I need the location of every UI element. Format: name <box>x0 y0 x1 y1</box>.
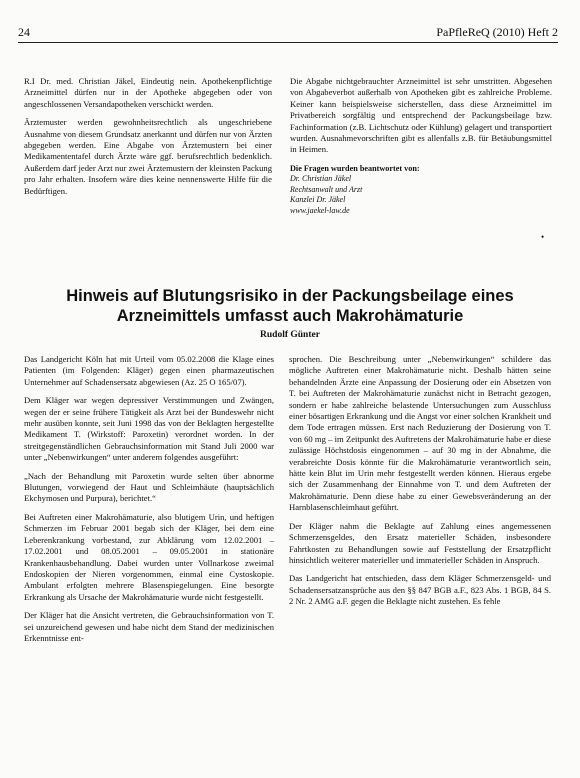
signature-profession: Rechtsanwalt und Arzt <box>290 184 363 194</box>
article-author: Rudolf Günter <box>260 330 320 340</box>
page-header <box>18 22 558 43</box>
paragraph: Das Landgericht Köln hat mit Urteil vom 05.02.2008 die Klage eines Patienten (im Folgenden: Kläger) gegen einen pharmazeutischen Unternehmer auf Schadensersatz abgewiesen (Az. 25 O 165/07). <box>24 354 274 387</box>
journal-name: PaPfleReQ (2010) Heft 2 <box>436 25 558 39</box>
signature-firm: Kanzlei Dr. Jäkel <box>290 195 346 205</box>
article-title: Hinweis auf Blutungsrisiko in der Packungsbeilage eines Arzneimittels umfasst auch Makrohämaturie <box>66 287 514 325</box>
signature-name: Dr. Christian Jäkel <box>290 174 352 184</box>
paragraph: Dem Kläger war wegen depressiver Verstimmungen und Zwängen, wegen der er seine frühere Tätigkeit als Arzt bei der Bundeswehr nicht mehr ausüben konnte, seit Juni 1998 das von der Beklagten hergestellte Medikament T. (Wirkstoff: Paroxetin) verordnet worden. In der streitgegenständlichen Gebrauchsinformation mit Stand Juli 2000 war unter „Nebenwirkungen“ unter anderem folgendes ausgeführt: <box>24 395 274 463</box>
end-bullet: • <box>541 232 545 242</box>
paragraph: Die Abgabe nichtgebrauchter Arzneimittel ist sehr umstritten. Abgesehen von Abgabeverbot außerhalb von Apotheken gibt es zahlreiche Probleme. Keiner kann beispielsweise sicherstellen, dass diese Arzneimittel im Privatbereich sorgfältig und entsprechend der Packungsbeilage bzw. Fachinformation (z.B. Lichtschutz oder Kühlung) gelagert und transportiert wurden. Ausnahmevorschriften gibt es allenfalls z.B. für Betäubungsmittel in Heimen. <box>290 76 552 155</box>
paragraph: Der Kläger nahm die Beklagte auf Zahlung eines angemessenen Schmerzensgeldes, den Ersatz materieller Schäden, insbesondere Fahrtkosten zu Behandlungen sowie auf Feststellung der Ersatzpflicht hinsichtlich weiterer materieller und immaterieller Schäden in Anspruch. <box>289 520 551 565</box>
paragraph: Ärztemuster werden gewohnheitsrechtlich als ungeschriebene Ausnahme von diesem Grundsatz anerkannt und dürfen nur von Ärzten abgegeben werden. Eine Abgabe von Ärztemustern bei einer Medikamententafel durch Ärzte wäre ggf. berufsrechtlich bedenklich. Außerdem darf jeder Arzt nur zwei Ärztemustern der kleinsten Packung pro Jahr erhalten. Insofern wäre dies keine nennenswerte Hilfe für die Bedürftigen. <box>24 117 272 196</box>
signature-website: www.jaekel-law.de <box>290 205 350 215</box>
paragraph: Das Landgericht hat entschieden, dass dem Kläger Schmerzensgeld- und Schadensersatzansprüche aus den §§ 847 BGB a.F., 823 Abs. 1 BGB, 84 S. 2 Nr. 2 AMG a.F. gegen die Beklagte nicht zustehen. Es fehle <box>289 573 551 607</box>
paragraph: Bei Auftreten einer Makrohämaturie, also blutigem Urin, und heftigen Schmerzen im Februar 2001 begab sich der Kläger, bei dem eine Leberenkrankung vorbestand, zur Abklärung vom 12.02.2001 – 17.02.2001 und 08.05.2001 – 09.05.2001 in stationäre Krankenhausbehandlung. Dabei wurden unter Vollnarkose zweimal Endoskopien der Nieren vorgenommen, einmal eine Cystoskopie. Ambulant erfolgten mehrere Blasenspiegelungen. Eine besorgte Erkrankung als Ursache der Makrohämaturie wurde nicht festgestellt. <box>24 511 274 602</box>
top-right-column <box>290 76 552 216</box>
answer-title: Die Fragen wurden beantwortet von: <box>290 163 420 173</box>
quote-paragraph: „Nach der Behandlung mit Paroxetin wurde selten über abnorme Blutungen, vorwiegend der Haut und Schleimhäute (hauptsächlich Ekchymosen und Purpura), berichtet.“ <box>24 470 274 504</box>
page-number: 24 <box>18 25 30 39</box>
paragraph: R.I Dr. med. Christian Jäkel, Eindeutig nein. Apothekenpflichtige Arzneimittel dürfen nur in der Apotheke abgegeben oder von angeschlossenen Versandapotheken verschickt werden. <box>24 76 272 109</box>
bottom-left-column <box>24 354 274 651</box>
paragraph: Der Kläger hat die Ansicht vertreten, die Gebrauchsinformation von T. sei unzureichend gewesen und habe nicht dem Stand der medizinischen Erkenntnisse ent- <box>24 610 274 643</box>
top-left-column <box>24 76 272 204</box>
paragraph: sprochen. Die Beschreibung unter „Nebenwirkungen“ schildere das mögliche Auftreten einer Makrohämaturie nicht. Deshalb hätten seine behandelnden Ärzte eine Anpassung der Dosierung oder ein Absetzen von T. bei Auftreten der Makrohämaturie zunächst nicht in Betracht gezogen, sondern er habe zahlreiche belastende Untersuchungen zum Ausschluss einer bösartigen Erkrankung und die Angst vor einer solchen Krankheit und dem Tode ertragen müssen. Erst nach Reduzierung der Dosierung von T. von 60 mg – im Zeitpunkt des Auftretens der Makrohämaturie habe er diese zulässige Höchstdosis eingenommen – auf 30 mg in der Abnahme, die verabreichte Dosis könnte für die Makrohämaturie verantwortlich sein, hätte kein Blut im Urin mehr festgestellt werden können. Hieraus ergebe sich der Zusammenhang der Einnahme von T. und dem Auftreten der Makrohämaturie. Denn diese habe zu einer Gewebsveränderung an der Harnblasenschleimhaut geführt. <box>289 354 551 513</box>
bottom-right-column <box>289 354 551 615</box>
